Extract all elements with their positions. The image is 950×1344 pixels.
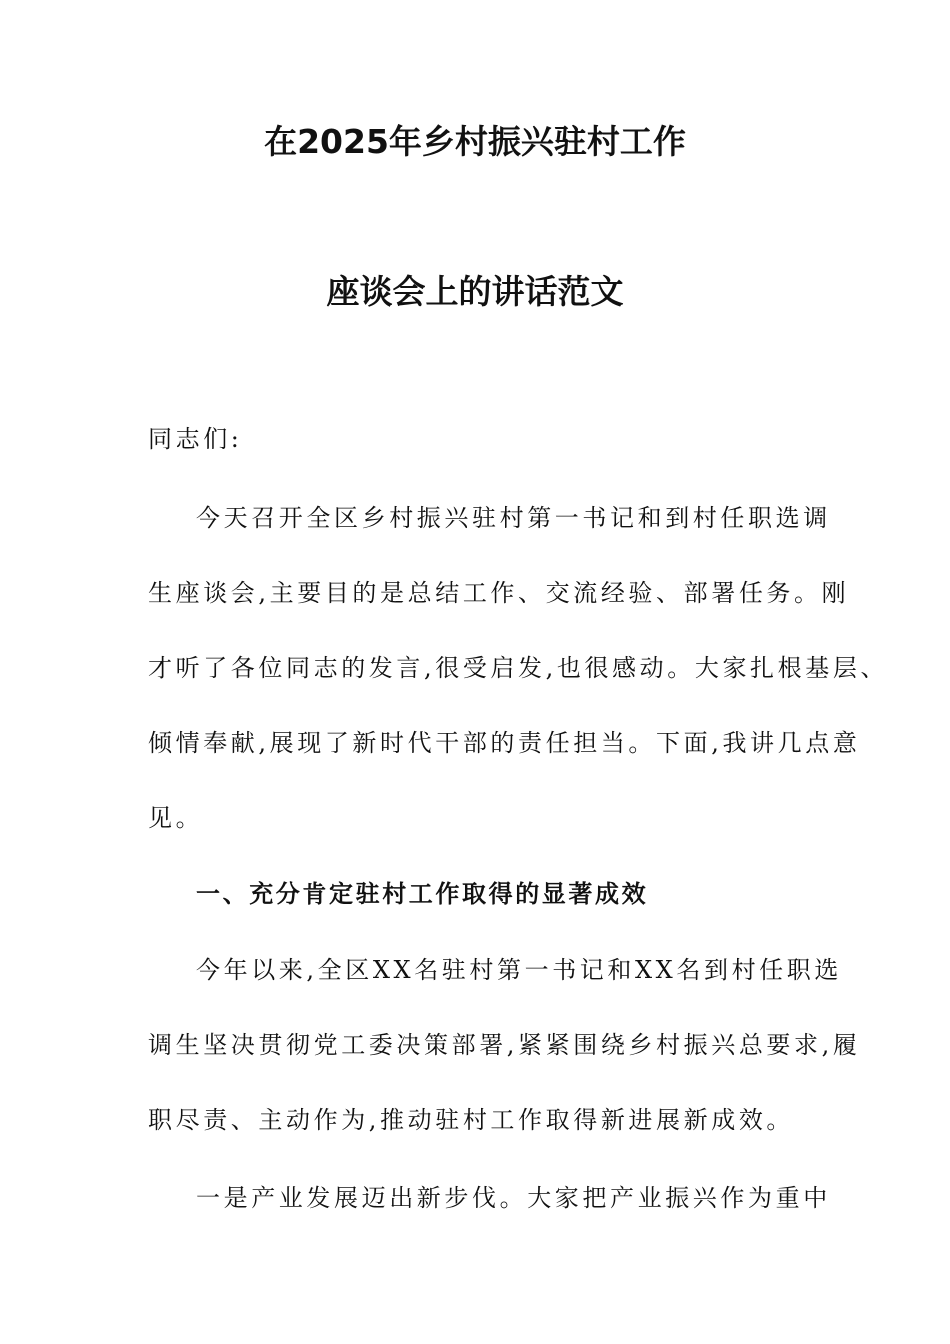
paragraph-2-line-1: 今年以来,全区XX名驻村第一书记和XX名到村任职选 [196,956,842,984]
document-title-line-1: 在2025年乡村振兴驻村工作 [264,122,686,161]
document-title-line-2: 座谈会上的讲话范文 [326,272,624,311]
paragraph-1-line-5: 见。 [148,804,204,832]
paragraph-1-line-1: 今天召开全区乡村振兴驻村第一书记和到村任职选调 [196,504,831,532]
paragraph-2-line-3: 职尽责、主动作为,推动驻村工作取得新进展新成效。 [148,1106,795,1134]
paragraph-2-line-2: 调生坚决贯彻党工委决策部署,紧紧围绕乡村振兴总要求,履 [148,1031,861,1059]
paragraph-1-line-3: 才听了各位同志的发言,很受启发,也很感动。大家扎根基层、 [148,654,889,682]
salutation: 同志们: [148,425,243,453]
paragraph-3-line-1: 一是产业发展迈出新步伐。大家把产业振兴作为重中 [196,1184,831,1212]
paragraph-1-line-2: 生座谈会,主要目的是总结工作、交流经验、部署任务。刚 [148,579,850,607]
section-1-heading: 一、充分肯定驻村工作取得的显著成效 [196,879,649,908]
paragraph-1-line-4: 倾情奉献,展现了新时代干部的责任担当。下面,我讲几点意 [148,729,861,757]
